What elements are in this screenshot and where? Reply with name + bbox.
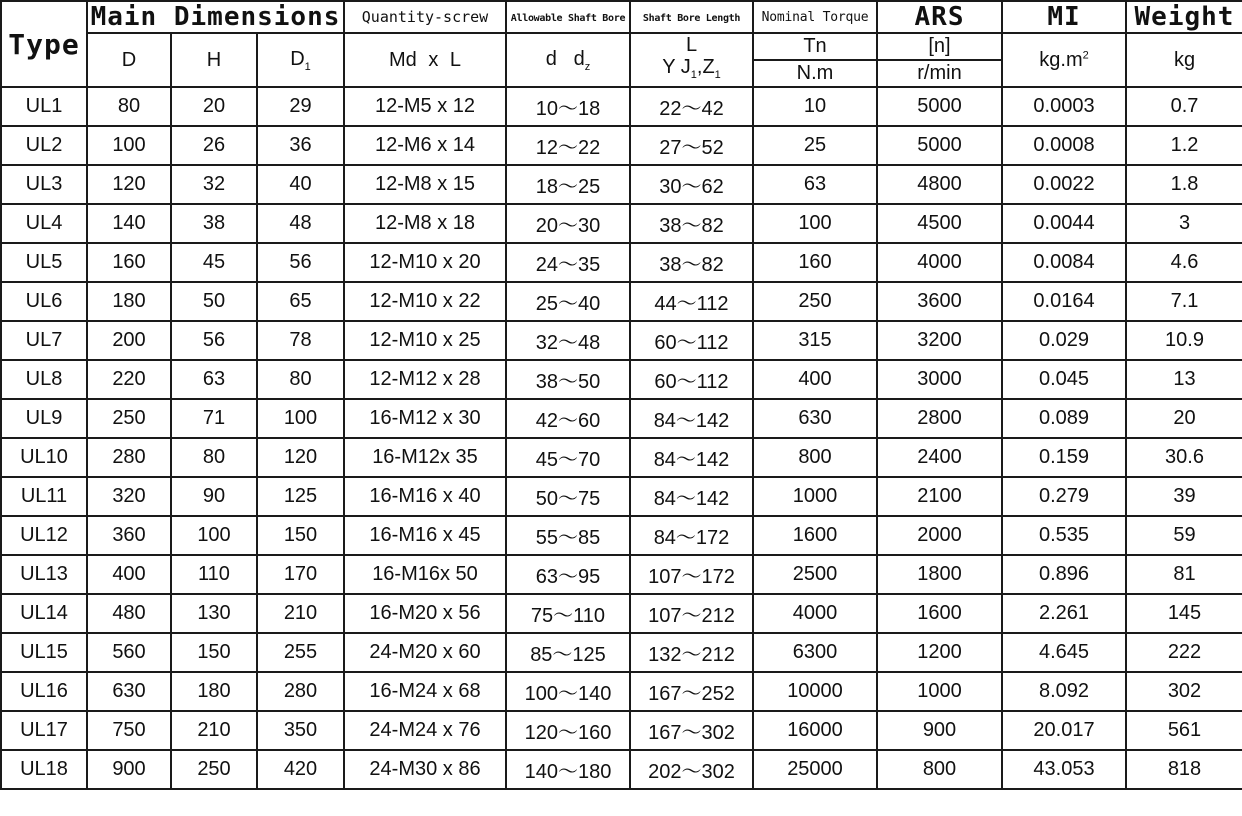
cell-h: 45 xyxy=(171,243,257,282)
cell-weight: 561 xyxy=(1126,711,1242,750)
cell-weight: 4.6 xyxy=(1126,243,1242,282)
cell-h: 50 xyxy=(171,282,257,321)
cell-length: 107～212 xyxy=(630,594,753,633)
cell-bore: 42～60 xyxy=(506,399,630,438)
cell-torque: 160 xyxy=(753,243,877,282)
cell-screw: 24-M20 x 60 xyxy=(344,633,506,672)
subheader-length-y: Y J xyxy=(662,56,691,78)
cell-ars: 4500 xyxy=(877,204,1002,243)
cell-weight: 222 xyxy=(1126,633,1242,672)
header-main-dimensions-label: Main Dimensions xyxy=(90,2,341,32)
cell-length: 38～82 xyxy=(630,243,753,282)
subheader-length-yjz: Y $J_1,Z_1$ xyxy=(662,56,721,81)
cell-length: 44～112 xyxy=(630,282,753,321)
header-allowable-shaft-bore xyxy=(506,1,630,33)
cell-weight: 818 xyxy=(1126,750,1242,789)
subheader-length-l: L xyxy=(685,34,698,56)
subheader-d1-sub: 1 xyxy=(304,60,311,73)
table-row xyxy=(1,126,1242,165)
cell-torque: 800 xyxy=(753,438,877,477)
cell-screw: 12-M10 x 20 xyxy=(344,243,506,282)
cell-bore: 50～75 xyxy=(506,477,630,516)
cell-type: UL12 xyxy=(1,516,87,555)
cell-length: 38～82 xyxy=(630,204,753,243)
cell-h: 63 xyxy=(171,360,257,399)
subheader-h-label: H xyxy=(206,48,222,71)
header-nominal-torque-label: Nominal Torque xyxy=(761,10,869,25)
cell-ars: 2100 xyxy=(877,477,1002,516)
cell-ars: 2400 xyxy=(877,438,1002,477)
subheader-kg-label: kg xyxy=(1173,48,1196,71)
cell-mi: 0.045 xyxy=(1002,360,1126,399)
subheader-length-j-sub: 1 xyxy=(690,69,697,81)
table-row xyxy=(1,633,1242,672)
cell-length: 107～172 xyxy=(630,555,753,594)
subheader-md-x-l-label: Md x L xyxy=(388,48,462,71)
cell-mi: 2.261 xyxy=(1002,594,1126,633)
cell-mi: 0.029 xyxy=(1002,321,1126,360)
cell-d: 400 xyxy=(87,555,171,594)
cell-torque: 10000 xyxy=(753,672,877,711)
cell-d1: 210 xyxy=(257,594,344,633)
cell-mi: 0.089 xyxy=(1002,399,1126,438)
cell-ars: 2000 xyxy=(877,516,1002,555)
cell-length: 202～302 xyxy=(630,750,753,789)
cell-mi: 0.535 xyxy=(1002,516,1126,555)
cell-d1: 80 xyxy=(257,360,344,399)
subheader-kgm2-base: kg.m xyxy=(1039,48,1083,71)
cell-d1: 120 xyxy=(257,438,344,477)
cell-bore: 32～48 xyxy=(506,321,630,360)
header-mi xyxy=(1002,1,1126,33)
cell-screw: 16-M12 x 30 xyxy=(344,399,506,438)
cell-bore: 20～30 xyxy=(506,204,630,243)
cell-h: 71 xyxy=(171,399,257,438)
cell-length: 22～42 xyxy=(630,87,753,126)
cell-torque: 25 xyxy=(753,126,877,165)
subheader-d1 xyxy=(257,33,344,87)
cell-h: 32 xyxy=(171,165,257,204)
header-shaft-bore-length-label: Shaft Bore Length xyxy=(642,13,741,24)
cell-screw: 12-M6 x 14 xyxy=(344,126,506,165)
cell-length: 84～172 xyxy=(630,516,753,555)
table-row xyxy=(1,165,1242,204)
table-row xyxy=(1,87,1242,126)
cell-d: 480 xyxy=(87,594,171,633)
cell-weight: 3 xyxy=(1126,204,1242,243)
cell-type: UL4 xyxy=(1,204,87,243)
cell-d1: 65 xyxy=(257,282,344,321)
subheader-tn xyxy=(753,33,877,60)
header-nominal-torque xyxy=(753,1,877,33)
cell-bore: 55～85 xyxy=(506,516,630,555)
cell-screw: 16-M16 x 40 xyxy=(344,477,506,516)
cell-screw: 12-M8 x 15 xyxy=(344,165,506,204)
cell-screw: 16-M16x 50 xyxy=(344,555,506,594)
cell-mi: 0.0164 xyxy=(1002,282,1126,321)
cell-torque: 1000 xyxy=(753,477,877,516)
cell-torque: 63 xyxy=(753,165,877,204)
cell-h: 26 xyxy=(171,126,257,165)
cell-d: 180 xyxy=(87,282,171,321)
table-row xyxy=(1,711,1242,750)
subheader-bore-d-label: d xyxy=(545,47,557,70)
cell-weight: 20 xyxy=(1126,399,1242,438)
cell-ars: 800 xyxy=(877,750,1002,789)
table-row xyxy=(1,282,1242,321)
cell-d: 80 xyxy=(87,87,171,126)
subheader-bore-dz-base: d xyxy=(573,47,585,70)
cell-torque: 100 xyxy=(753,204,877,243)
cell-d: 280 xyxy=(87,438,171,477)
cell-d: 140 xyxy=(87,204,171,243)
cell-length: 167～302 xyxy=(630,711,753,750)
cell-type: UL13 xyxy=(1,555,87,594)
cell-d: 160 xyxy=(87,243,171,282)
header-type xyxy=(1,1,87,87)
cell-d: 200 xyxy=(87,321,171,360)
cell-bore: 85～125 xyxy=(506,633,630,672)
cell-d1: 100 xyxy=(257,399,344,438)
cell-weight: 39 xyxy=(1126,477,1242,516)
cell-d1: 420 xyxy=(257,750,344,789)
cell-d: 560 xyxy=(87,633,171,672)
cell-torque: 2500 xyxy=(753,555,877,594)
cell-torque: 400 xyxy=(753,360,877,399)
subheader-d-label: D xyxy=(121,48,137,71)
cell-weight: 13 xyxy=(1126,360,1242,399)
cell-bore: 12～22 xyxy=(506,126,630,165)
cell-length: 27～52 xyxy=(630,126,753,165)
cell-torque: 1600 xyxy=(753,516,877,555)
cell-ars: 3600 xyxy=(877,282,1002,321)
cell-screw: 16-M20 x 56 xyxy=(344,594,506,633)
cell-h: 38 xyxy=(171,204,257,243)
cell-screw: 12-M10 x 25 xyxy=(344,321,506,360)
cell-torque: 315 xyxy=(753,321,877,360)
cell-ars: 3000 xyxy=(877,360,1002,399)
cell-ars: 1200 xyxy=(877,633,1002,672)
table-row xyxy=(1,555,1242,594)
cell-weight: 10.9 xyxy=(1126,321,1242,360)
cell-length: 84～142 xyxy=(630,399,753,438)
cell-d: 360 xyxy=(87,516,171,555)
cell-d: 750 xyxy=(87,711,171,750)
cell-h: 210 xyxy=(171,711,257,750)
cell-mi: 0.0044 xyxy=(1002,204,1126,243)
cell-ars: 2800 xyxy=(877,399,1002,438)
cell-d: 250 xyxy=(87,399,171,438)
cell-weight: 1.2 xyxy=(1126,126,1242,165)
cell-d: 630 xyxy=(87,672,171,711)
cell-mi: 0.0008 xyxy=(1002,126,1126,165)
table-row xyxy=(1,672,1242,711)
header-ars xyxy=(877,1,1002,33)
cell-bore: 140～180 xyxy=(506,750,630,789)
header-weight xyxy=(1126,1,1242,33)
cell-weight: 1.8 xyxy=(1126,165,1242,204)
cell-screw: 12-M10 x 22 xyxy=(344,282,506,321)
table-row xyxy=(1,438,1242,477)
table-row xyxy=(1,243,1242,282)
cell-screw: 16-M24 x 68 xyxy=(344,672,506,711)
cell-length: 167～252 xyxy=(630,672,753,711)
cell-bore: 38～50 xyxy=(506,360,630,399)
table-row xyxy=(1,516,1242,555)
cell-d1: 350 xyxy=(257,711,344,750)
cell-screw: 24-M30 x 86 xyxy=(344,750,506,789)
cell-d1: 48 xyxy=(257,204,344,243)
cell-ars: 1800 xyxy=(877,555,1002,594)
cell-type: UL8 xyxy=(1,360,87,399)
cell-h: 110 xyxy=(171,555,257,594)
subheader-length xyxy=(630,33,753,87)
cell-bore: 18～25 xyxy=(506,165,630,204)
subheader-kgm2-sup: 2 xyxy=(1082,48,1089,61)
cell-bore: 63～95 xyxy=(506,555,630,594)
cell-length: 60～112 xyxy=(630,321,753,360)
cell-mi: 0.159 xyxy=(1002,438,1126,477)
subheader-rmin-label: r/min xyxy=(917,62,962,84)
table-row xyxy=(1,321,1242,360)
cell-ars: 900 xyxy=(877,711,1002,750)
cell-type: UL2 xyxy=(1,126,87,165)
header-main-dimensions xyxy=(87,1,344,33)
subheader-n-label: [n] xyxy=(928,35,951,57)
cell-h: 180 xyxy=(171,672,257,711)
cell-d: 900 xyxy=(87,750,171,789)
cell-type: UL9 xyxy=(1,399,87,438)
subheader-h xyxy=(171,33,257,87)
cell-torque: 4000 xyxy=(753,594,877,633)
cell-ars: 4000 xyxy=(877,243,1002,282)
cell-bore: 25～40 xyxy=(506,282,630,321)
cell-type: UL16 xyxy=(1,672,87,711)
cell-torque: 250 xyxy=(753,282,877,321)
subheader-length-z-sub: 1 xyxy=(714,69,721,81)
cell-mi: 20.017 xyxy=(1002,711,1126,750)
cell-screw: 16-M16 x 45 xyxy=(344,516,506,555)
cell-weight: 59 xyxy=(1126,516,1242,555)
table-row xyxy=(1,477,1242,516)
cell-h: 150 xyxy=(171,633,257,672)
table-body xyxy=(1,87,1242,789)
header-allowable-shaft-bore-label: Allowable Shaft Bore xyxy=(510,13,626,24)
cell-d1: 56 xyxy=(257,243,344,282)
subheader-rmin xyxy=(877,60,1002,87)
cell-torque: 6300 xyxy=(753,633,877,672)
cell-h: 130 xyxy=(171,594,257,633)
subheader-nm-label: N.m xyxy=(796,62,834,84)
subheader-nm xyxy=(753,60,877,87)
cell-d1: 170 xyxy=(257,555,344,594)
cell-screw: 12-M12 x 28 xyxy=(344,360,506,399)
cell-type: UL10 xyxy=(1,438,87,477)
subheader-length-z: Z xyxy=(702,56,715,78)
subheader-d1-base: D xyxy=(290,47,305,70)
cell-screw: 12-M5 x 12 xyxy=(344,87,506,126)
cell-type: UL7 xyxy=(1,321,87,360)
cell-ars: 1000 xyxy=(877,672,1002,711)
cell-type: UL3 xyxy=(1,165,87,204)
cell-d1: 150 xyxy=(257,516,344,555)
cell-mi: 0.0084 xyxy=(1002,243,1126,282)
cell-type: UL14 xyxy=(1,594,87,633)
cell-length: 132～212 xyxy=(630,633,753,672)
table-row xyxy=(1,399,1242,438)
cell-d: 120 xyxy=(87,165,171,204)
cell-bore: 24～35 xyxy=(506,243,630,282)
cell-d1: 78 xyxy=(257,321,344,360)
cell-weight: 30.6 xyxy=(1126,438,1242,477)
cell-torque: 630 xyxy=(753,399,877,438)
cell-h: 80 xyxy=(171,438,257,477)
header-quantity-screw-label: Quantity-screw xyxy=(361,7,489,26)
cell-type: UL15 xyxy=(1,633,87,672)
cell-ars: 1600 xyxy=(877,594,1002,633)
cell-mi: 4.645 xyxy=(1002,633,1126,672)
cell-type: UL6 xyxy=(1,282,87,321)
subheader-kgm2 xyxy=(1002,33,1126,87)
table-header xyxy=(1,1,1242,87)
cell-bore: 10～18 xyxy=(506,87,630,126)
table-row xyxy=(1,594,1242,633)
cell-weight: 302 xyxy=(1126,672,1242,711)
cell-mi: 0.279 xyxy=(1002,477,1126,516)
cell-bore: 75～110 xyxy=(506,594,630,633)
cell-type: UL5 xyxy=(1,243,87,282)
cell-torque: 25000 xyxy=(753,750,877,789)
cell-d1: 29 xyxy=(257,87,344,126)
cell-screw: 16-M12x 35 xyxy=(344,438,506,477)
cell-d: 100 xyxy=(87,126,171,165)
cell-mi: 8.092 xyxy=(1002,672,1126,711)
cell-weight: 81 xyxy=(1126,555,1242,594)
subheader-n xyxy=(877,33,1002,60)
cell-type: UL1 xyxy=(1,87,87,126)
cell-ars: 4800 xyxy=(877,165,1002,204)
cell-type: UL17 xyxy=(1,711,87,750)
cell-d: 320 xyxy=(87,477,171,516)
cell-d1: 36 xyxy=(257,126,344,165)
table-row xyxy=(1,204,1242,243)
cell-torque: 16000 xyxy=(753,711,877,750)
subheader-d xyxy=(87,33,171,87)
cell-d1: 125 xyxy=(257,477,344,516)
cell-bore: 120～160 xyxy=(506,711,630,750)
cell-d: 220 xyxy=(87,360,171,399)
cell-weight: 145 xyxy=(1126,594,1242,633)
cell-d1: 280 xyxy=(257,672,344,711)
subheader-bore-dz-sub: z xyxy=(584,60,591,73)
cell-h: 100 xyxy=(171,516,257,555)
cell-h: 20 xyxy=(171,87,257,126)
cell-mi: 0.0022 xyxy=(1002,165,1126,204)
header-ars-label: ARS xyxy=(914,2,965,32)
cell-h: 250 xyxy=(171,750,257,789)
cell-ars: 3200 xyxy=(877,321,1002,360)
cell-type: UL18 xyxy=(1,750,87,789)
subheader-tn-label: Tn xyxy=(803,35,827,57)
table-row xyxy=(1,360,1242,399)
cell-torque: 10 xyxy=(753,87,877,126)
cell-mi: 0.0003 xyxy=(1002,87,1126,126)
cell-screw: 12-M8 x 18 xyxy=(344,204,506,243)
cell-length: 84～142 xyxy=(630,477,753,516)
header-shaft-bore-length xyxy=(630,1,753,33)
cell-bore: 100～140 xyxy=(506,672,630,711)
cell-length: 60～112 xyxy=(630,360,753,399)
cell-type: UL11 xyxy=(1,477,87,516)
cell-d1: 255 xyxy=(257,633,344,672)
cell-screw: 24-M24 x 76 xyxy=(344,711,506,750)
cell-h: 56 xyxy=(171,321,257,360)
cell-ars: 5000 xyxy=(877,87,1002,126)
cell-mi: 43.053 xyxy=(1002,750,1126,789)
header-quantity-screw xyxy=(344,1,506,33)
subheader-md-x-l xyxy=(344,33,506,87)
subheader-bore-d xyxy=(506,33,630,87)
cell-weight: 0.7 xyxy=(1126,87,1242,126)
cell-bore: 45～70 xyxy=(506,438,630,477)
header-type-label: Type xyxy=(8,27,80,61)
subheader-kg xyxy=(1126,33,1242,87)
table-row xyxy=(1,750,1242,789)
cell-ars: 5000 xyxy=(877,126,1002,165)
cell-mi: 0.896 xyxy=(1002,555,1126,594)
header-mi-label: MI xyxy=(1047,2,1081,32)
cell-h: 90 xyxy=(171,477,257,516)
cell-length: 30～62 xyxy=(630,165,753,204)
cell-d1: 40 xyxy=(257,165,344,204)
cell-weight: 7.1 xyxy=(1126,282,1242,321)
header-weight-label: Weight xyxy=(1134,2,1235,32)
cell-length: 84～142 xyxy=(630,438,753,477)
